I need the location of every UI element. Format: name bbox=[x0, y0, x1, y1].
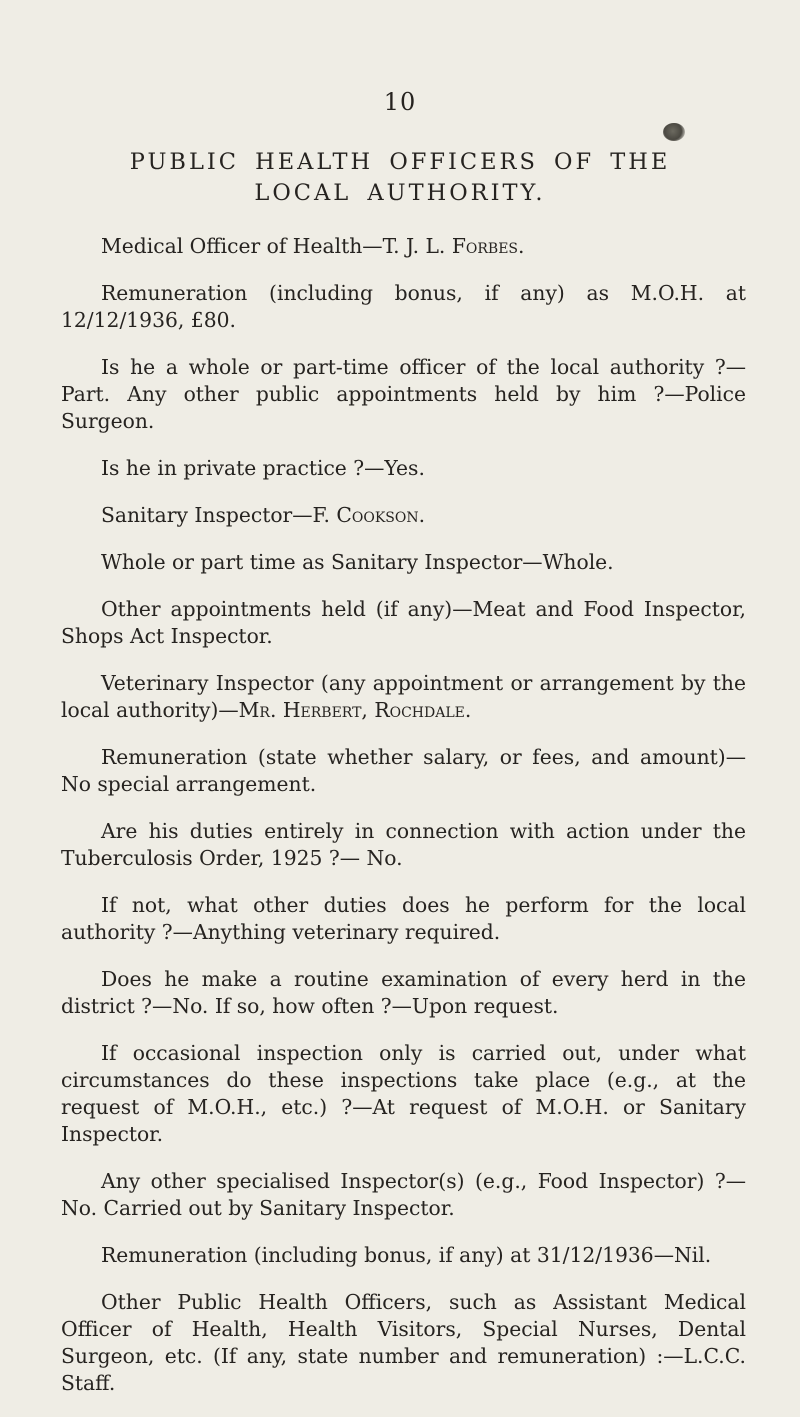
section-heading-line-1: PUBLIC HEALTH OFFICERS OF THE bbox=[129, 149, 671, 175]
section-heading-line-2: LOCAL AUTHORITY. bbox=[254, 180, 546, 206]
paragraph-value-name: Mr. Herbert, Rochdale. bbox=[238, 698, 472, 722]
paragraph-value: F. bbox=[312, 503, 337, 527]
paragraph-label: Sanitary Inspector— bbox=[101, 503, 313, 527]
paragraph-value-name: Cookson. bbox=[336, 503, 426, 527]
paragraph-inspector-time: Whole or part time as Sanitary Inspector—Whole. bbox=[101, 550, 614, 574]
paragraph-value-name: Forbes. bbox=[451, 234, 525, 258]
paragraph-sanitary-inspector bbox=[61, 502, 746, 529]
paragraph-other-duties: If not, what other duties does he perform for the local authority ?—Anything veterinary required. bbox=[61, 893, 746, 944]
paragraph-medical-officer bbox=[61, 233, 746, 260]
paragraph-other-appointments: Other appointments held (if any)—Meat and Food Inspector, Shops Act Inspector. bbox=[61, 597, 746, 648]
paragraph-label: Medical Officer of Health— bbox=[101, 234, 383, 258]
paragraph-moh-remuneration: Remuneration (including bonus, if any) as M.O.H. at 12/12/1936, £80. bbox=[61, 281, 746, 332]
page-number: 10 bbox=[383, 88, 417, 116]
paragraph-private-practice: Is he in private practice ?—Yes. bbox=[101, 456, 425, 480]
paragraph-veterinary-inspector bbox=[61, 670, 746, 724]
paragraph-moh-appointment: Is he a whole or part-time officer of the local authority ?—Part. Any other public appointments held by him ?—Police Surgeon. bbox=[61, 355, 746, 433]
document-body bbox=[61, 233, 746, 1417]
paragraph-routine-examination: Does he make a routine examination of every herd in the district ?—No. If so, how often ?—Upon request. bbox=[61, 967, 746, 1018]
paragraph-value: T. J. L. bbox=[382, 234, 452, 258]
paragraph-tuberculosis-order: Are his duties entirely in connection with action under the Tuberculosis Order, 1925 ?— No. bbox=[61, 819, 746, 870]
paragraph-vet-remuneration: Remuneration (state whether salary, or fees, and amount)—No special arrangement. bbox=[61, 745, 746, 796]
paragraph-specialised-inspector: Any other specialised Inspector(s) (e.g., Food Inspector) ?—No. Carried out by Sanitary Inspector. bbox=[61, 1169, 746, 1220]
paragraph-occasional-inspection: If occasional inspection only is carried out, under what circumstances do these inspections take place (e.g., at the request of M.O.H., etc.) ?—At request of M.O.H. or Sanitary Inspector. bbox=[61, 1041, 746, 1146]
paragraph-specialised-remuneration: Remuneration (including bonus, if any) at 31/12/1936—Nil. bbox=[101, 1243, 712, 1267]
paragraph-label: Veterinary Inspector (any appointment or arrangement by the local authority)— bbox=[61, 671, 746, 722]
ink-blot-mark bbox=[663, 123, 685, 141]
paragraph-other-officers: Other Public Health Officers, such as Assistant Medical Officer of Health, Health Visitors, Special Nurses, Dental Surgeon, etc. (If any, state number and remuneration) :—L.C.C. Staff. bbox=[61, 1290, 746, 1395]
